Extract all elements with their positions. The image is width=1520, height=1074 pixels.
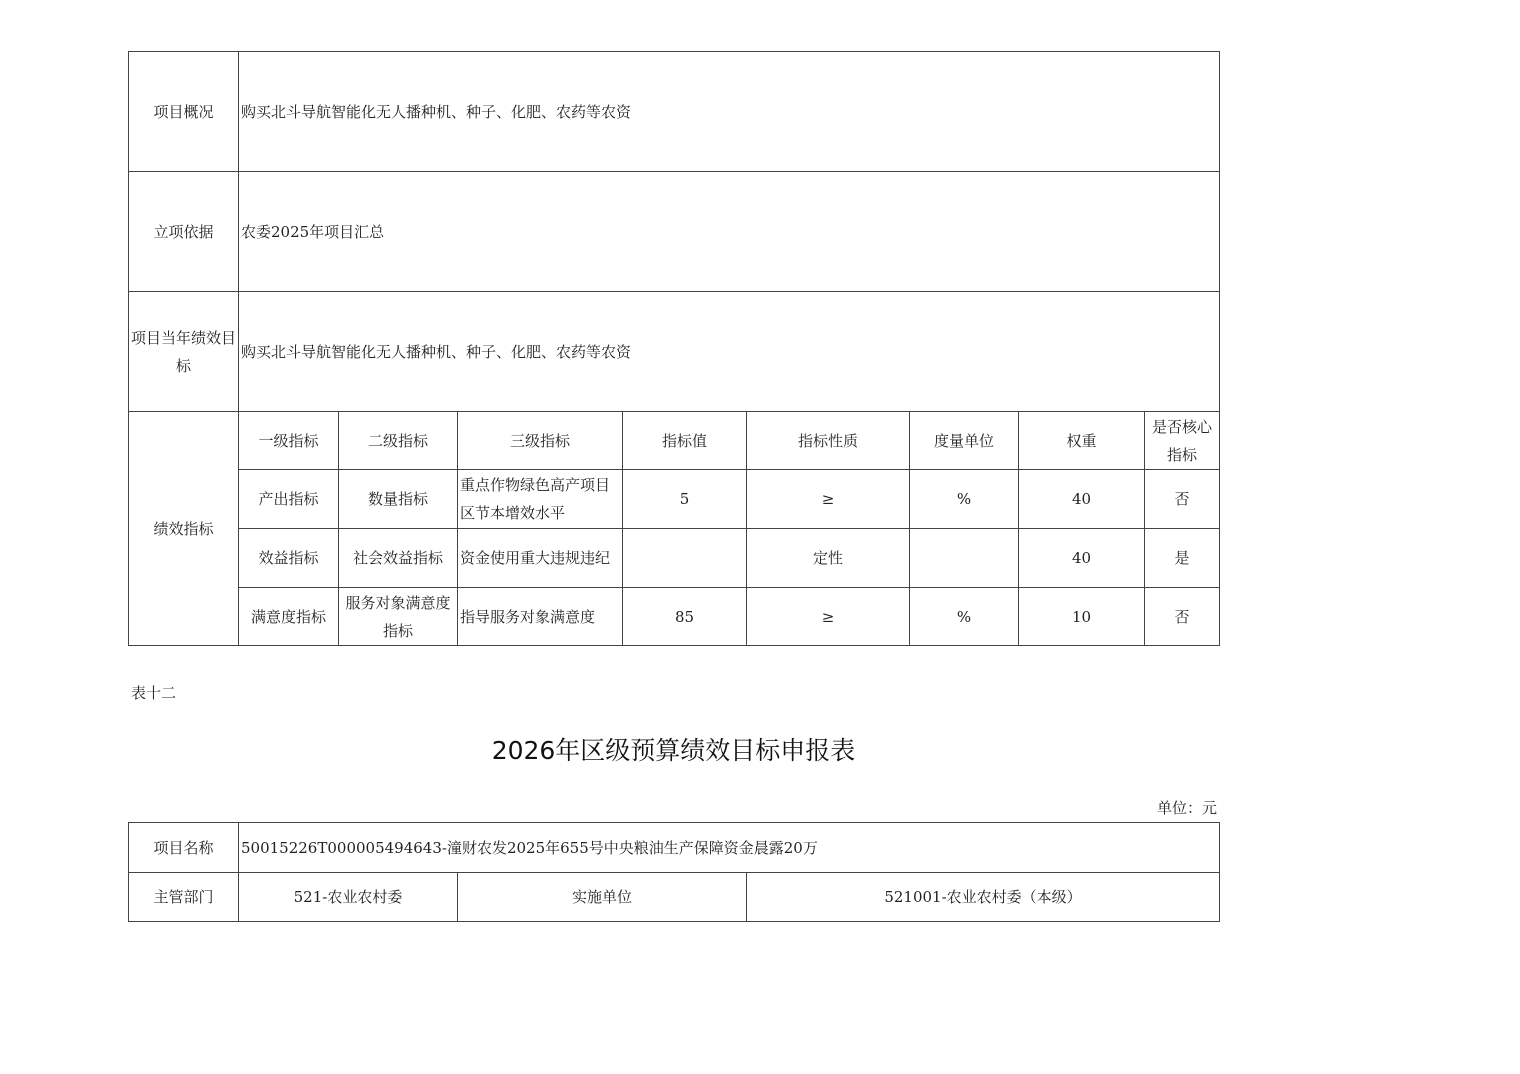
goal-value: 购买北斗导航智能化无人播种机、种子、化肥、农药等农资 <box>239 292 1220 412</box>
project-name-value: 50015226T000005494643-潼财农发2025年655号中央粮油生产保障资金晨露20万 <box>239 823 1220 873</box>
overview-label: 项目概况 <box>129 52 239 172</box>
implementer-label: 实施单位 <box>458 873 747 922</box>
project-name-label: 项目名称 <box>129 823 239 873</box>
header-cell: 是否核心指标 <box>1145 412 1220 470</box>
table-cell: 数量指标 <box>339 470 458 529</box>
table-cell: 满意度指标 <box>239 588 339 646</box>
table-number: 表十二 <box>131 684 177 702</box>
implementer-value: 521001-农业农村委（本级） <box>747 873 1220 922</box>
basis-label: 立项依据 <box>129 172 239 292</box>
table-cell: 10 <box>1019 588 1145 646</box>
table-cell: 资金使用重大违规违纪 <box>458 529 623 588</box>
table-cell: 产出指标 <box>239 470 339 529</box>
header-cell: 一级指标 <box>239 412 339 470</box>
table-cell <box>623 529 747 588</box>
header-cell: 权重 <box>1019 412 1145 470</box>
header-cell: 度量单位 <box>910 412 1019 470</box>
indicator-header-row <box>129 412 1220 470</box>
table-cell: 重点作物绿色高产项目区节本增效水平 <box>458 470 623 529</box>
header-cell: 指标性质 <box>747 412 910 470</box>
table-cell: 效益指标 <box>239 529 339 588</box>
header-cell: 三级指标 <box>458 412 623 470</box>
table-cell: 指导服务对象满意度 <box>458 588 623 646</box>
table-cell: 5 <box>623 470 747 529</box>
table-cell: 社会效益指标 <box>339 529 458 588</box>
overview-value: 购买北斗导航智能化无人播种机、种子、化肥、农药等农资 <box>239 52 1220 172</box>
indicator-row <box>129 588 1220 646</box>
basis-row <box>129 172 1220 292</box>
indicator-row <box>129 529 1220 588</box>
performance-goal-table <box>128 51 1220 646</box>
department-label: 主管部门 <box>129 873 239 922</box>
table-cell: 40 <box>1019 529 1145 588</box>
department-row <box>129 873 1220 922</box>
project-name-row <box>129 823 1220 873</box>
header-cell: 指标值 <box>623 412 747 470</box>
page-title: 2026年区级预算绩效目标申报表 <box>491 736 856 765</box>
table-cell: % <box>910 470 1019 529</box>
goal-label: 项目当年绩效目标 <box>129 292 239 412</box>
indicator-row <box>129 470 1220 529</box>
department-value: 521-农业农村委 <box>239 873 458 922</box>
table-cell: ≥ <box>747 588 910 646</box>
overview-row <box>129 52 1220 172</box>
header-cell: 二级指标 <box>339 412 458 470</box>
table-cell: 定性 <box>747 529 910 588</box>
indicators-label: 绩效指标 <box>129 412 239 646</box>
table-cell: 否 <box>1145 470 1220 529</box>
table-cell: 是 <box>1145 529 1220 588</box>
table-cell: 40 <box>1019 470 1145 529</box>
unit-label: 单位：元 <box>1156 799 1217 817</box>
table-cell: 85 <box>623 588 747 646</box>
project-info-table <box>128 822 1220 922</box>
table-cell: 服务对象满意度指标 <box>339 588 458 646</box>
table-cell: 否 <box>1145 588 1220 646</box>
table-cell: % <box>910 588 1019 646</box>
table-cell <box>910 529 1019 588</box>
table-cell: ≥ <box>747 470 910 529</box>
basis-value: 农委2025年项目汇总 <box>239 172 1220 292</box>
goal-row <box>129 292 1220 412</box>
